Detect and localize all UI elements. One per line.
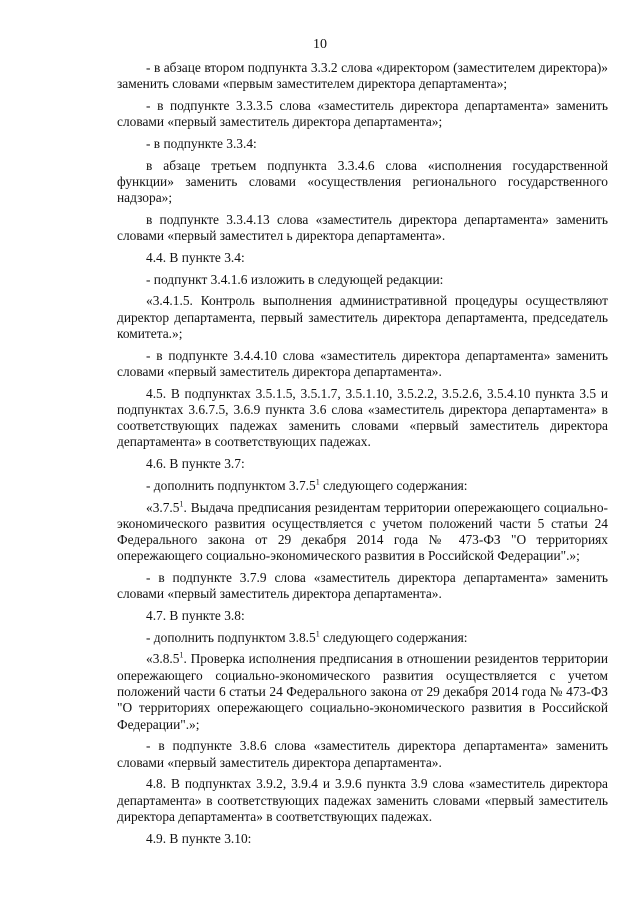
paragraph: - в подпункте 3.8.6 слова «заместитель директора департамента» заменить словами «первый заместитель директора департамента». xyxy=(117,738,608,770)
paragraph-text: . Проверка исполнения предписания в отношении резидентов территории опережающего социально-экономического развития осуществляется с учетом положений части 6 статьи 24 Федерального закона от 29 декабря 2014 года № 473-ФЗ "О территориях опережающего социально-экономического развития в Российской Федерации".»; xyxy=(117,651,608,732)
paragraph: 4.5. В подпунктах 3.5.1.5, 3.5.1.7, 3.5.1.10, 3.5.2.2, 3.5.2.6, 3.5.4.10 пункта 3.5 и подпунктах 3.6.7.5, 3.6.9 пункта 3.6 слова «заместитель директора департамента» в соответствующих падежах заменить словами «первый заместитель директора департамента» в соответствующих падежах. xyxy=(117,385,608,450)
paragraph-text: «3.7.5 xyxy=(146,499,180,515)
paragraph: 4.8. В подпунктах 3.9.2, 3.9.4 и 3.9.6 пункта 3.9 слова «заместитель директора департамента» в соответствующих падежах заменить словами «первый заместитель директора департамента» в соответствующих падежах. xyxy=(117,776,608,824)
superscript-index: 1 xyxy=(179,499,184,509)
paragraph: - в подпункте 3.3.4: xyxy=(146,135,257,151)
paragraph xyxy=(117,630,608,646)
paragraph: 4.6. В пункте 3.7: xyxy=(146,456,245,472)
paragraph: в абзаце третьем подпункта 3.3.4.6 слова «исполнения государственной функции» заменить словами «осуществления регионального государственного надзора»; xyxy=(117,157,608,206)
paragraph: в подпункте 3.3.4.13 слова «заместитель директора департамента» заменить словами «первый заместител ь директора департамента». xyxy=(117,211,608,244)
paragraph: - в подпункте 3.7.9 слова «заместитель директора департамента» заменить словами «первый заместитель директора департамента». xyxy=(117,570,608,602)
paragraph: - в подпункте 3.3.3.5 слова «заместитель директора департамента» заменить словами «первый заместитель директора департамента»; xyxy=(117,97,608,130)
paragraph-text: - дополнить подпунктом 3.8.5 xyxy=(146,629,316,645)
superscript-index: 1 xyxy=(315,629,320,639)
superscript-index: 1 xyxy=(179,650,184,660)
paragraph-text: . Выдача предписания резидентам территории опережающего социально-экономического развития осуществляется с учетом положений части 5 статьи 24 Федерального закона от 29 декабря 2014 года № 473-ФЗ "О территориях опережающего социально-экономического развития в Российской Федерации".»; xyxy=(117,499,608,564)
paragraph xyxy=(117,651,608,732)
superscript-index: 1 xyxy=(315,477,320,487)
document-body xyxy=(117,60,608,847)
paragraph: - подпункт 3.4.1.6 изложить в следующей редакции: xyxy=(146,271,444,287)
paragraph-text: следующего содержания: xyxy=(319,629,468,645)
paragraph-text: следующего содержания: xyxy=(319,477,468,493)
page-number: 10 xyxy=(313,37,327,52)
paragraph xyxy=(117,500,608,565)
paragraph-text: - дополнить подпунктом 3.7.5 xyxy=(146,477,316,493)
paragraph: 4.4. В пункте 3.4: xyxy=(146,249,245,265)
paragraph-text: «3.8.5 xyxy=(146,651,180,667)
paragraph xyxy=(117,478,608,494)
paragraph: - в подпункте 3.4.4.10 слова «заместитель директора департамента» заменить словами «первый заместитель директора департамента». xyxy=(117,347,608,379)
paragraph: - в абзаце втором подпункта 3.3.2 слова «директором (заместителем директора)» заменить словами «первым заместителем директора департамента»; xyxy=(117,60,608,92)
paragraph: 4.7. В пункте 3.8: xyxy=(146,608,245,624)
paragraph: 4.9. В пункте 3.10: xyxy=(146,830,252,846)
paragraph: «3.4.1.5. Контроль выполнения административной процедуры осуществляют директор департамента, первый заместитель директора департамента, председатель комитета.»; xyxy=(117,293,608,341)
